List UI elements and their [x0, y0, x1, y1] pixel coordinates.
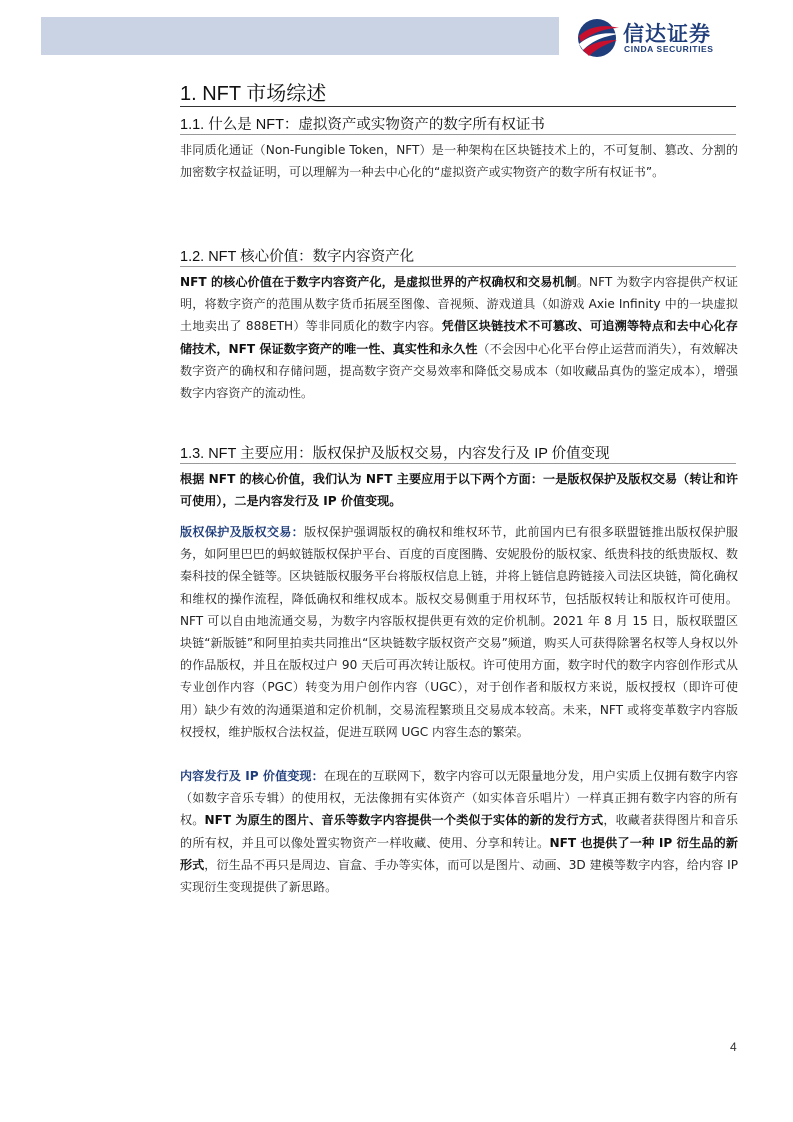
page-number: 4 [730, 1040, 737, 1054]
paragraph-copyright [180, 521, 738, 743]
copyright-lead: 版权保护及版权交易： [180, 525, 305, 539]
paragraph-ip [180, 765, 738, 898]
core-value-text: 。NFT 为数字内容提供产权证明，将数字资产的范围从数字货币拓展至图像、音视频、游戏道具（如游戏 Axie Infinity 中的一块虚拟土地卖出了 888ETH）等非同质化的数字内容。 [180, 275, 739, 334]
ip-bold-1: NFT 为原生的图片、音乐等数字内容提供一个类似于实体的新的发行方式 [204, 813, 604, 828]
logo-english-name: CINDA SECURITIES [624, 44, 714, 54]
heading-1-3-rule [180, 463, 736, 464]
logo-chinese-name: 信达证券 [623, 22, 711, 46]
ip-lead: 内容发行及 IP 价值变现： [180, 769, 324, 783]
cinda-logo-icon [575, 16, 621, 60]
blockchain-bold: 凭借区块链技术不可篡改、可追溯等特点和去中心化存储技术，NFT 保证数字资产的唯一性、真实性和永久性 [180, 319, 738, 356]
paragraph-1-2 [180, 271, 738, 404]
heading-1-2-rule [180, 266, 736, 267]
heading-1-3: 1.3. NFT 主要应用：版权保护及版权交易，内容发行及 IP 价值变现 [180, 446, 610, 462]
ip-text-1: 在现在的互联网下，数字内容可以无限量地分发，用户实质上仅拥有数字内容（如数字音乐专辑）的使用权，无法像拥有实体资产（如实体音乐唱片）一样真正拥有数字内容的所有权。 [180, 769, 738, 828]
heading-1-1: 1.1. 什么是 NFT：虚拟资产或实物资产的数字所有权证书 [180, 117, 545, 133]
section-title-rule [180, 106, 736, 107]
ip-bold-2: NFT 也提供了一种 IP 衍生品的新形式 [180, 835, 738, 872]
section-title: 1. NFT 市场综述 [180, 83, 327, 105]
paragraph-1-3-intro [180, 468, 738, 512]
ip-text-2: ，收藏者获得图片和音乐的所有权，并且可以像处置实物资产一样收藏、使用、分享和转让。 [180, 813, 738, 850]
ip-text-3: ，衍生品不再只是周边、盲盒、手办等实体，而可以是图片、动画、3D 建模等数字内容，给内容 IP 实现衍生变现提供了新思路。 [180, 857, 738, 895]
cinda-logo [575, 16, 775, 60]
header-bar [41, 17, 559, 55]
intro-bold: 根据 NFT 的核心价值，我们认为 NFT 主要应用于以下两个方面：一是版权保护及版权交易（转让和许可使用），二是内容发行及 IP 价值变现。 [180, 472, 738, 509]
core-value-bold: NFT 的核心价值在于数字内容资产化，是虚拟世界的产权确权和交易机制 [180, 275, 577, 289]
blockchain-text: （不会因中心化平台停止运营而消失），有效解决数字资产的确权和存储问题，提高数字资产交易效率和降低交易成本（如收藏品真伪的鉴定成本），增强数字内容资产的流动性。 [180, 341, 739, 401]
copyright-text: 版权保护强调版权的确权和维权环节，此前国内已有很多联盟链推出版权保护服务，如阿里巴巴的蚂蚁链版权保护平台、百度的百度图腾、安妮股份的版权家、纸贵科技的纸贵版权、数秦科技的保全链等。区块链版权服务平台将版权信息上链，并将上链信息跨链接入司法区块链，简化确权和维权的操作流程，降低确权和维权成本。版权交易侧重于用权环节，包括版权转让和版权许可使用。NFT 可以自由地流通交易，为数字内容版权提供更有效的定价机制。2021 年 8 月 15 日，版权联盟区块链“新版链”和阿里拍卖共同推出“区块链数字版权资产交易”频道，购买人可获得除署名权等人身权以外的作品版权，并且在版权过户 90 天后可再次转让版权。许可使用方面，数字时代的数字内容创作形式从专业创作内容（PGC）转变为用户创作内容（UGC），对于创作者和版权方来说，版权授权（即许可使用）缺少有效的沟通渠道和定价机制，交易流程繁琐且交易成本较高。未来，NFT 或将变革数字内容版权授权，维护版权合法权益，促进互联网 UGC 内容生态的繁荣。 [180, 525, 738, 739]
heading-1-1-rule [180, 134, 736, 135]
heading-1-2: 1.2. NFT 核心价值：数字内容资产化 [180, 249, 415, 265]
paragraph-1-1: 非同质化通证（Non-Fungible Token，NFT）是一种架构在区块链技术上的，不可复制、篡改、分割的加密数字权益证明，可以理解为一种去中心化的“虚拟资产或实物资产的数字所有权证书”。 [180, 143, 738, 180]
